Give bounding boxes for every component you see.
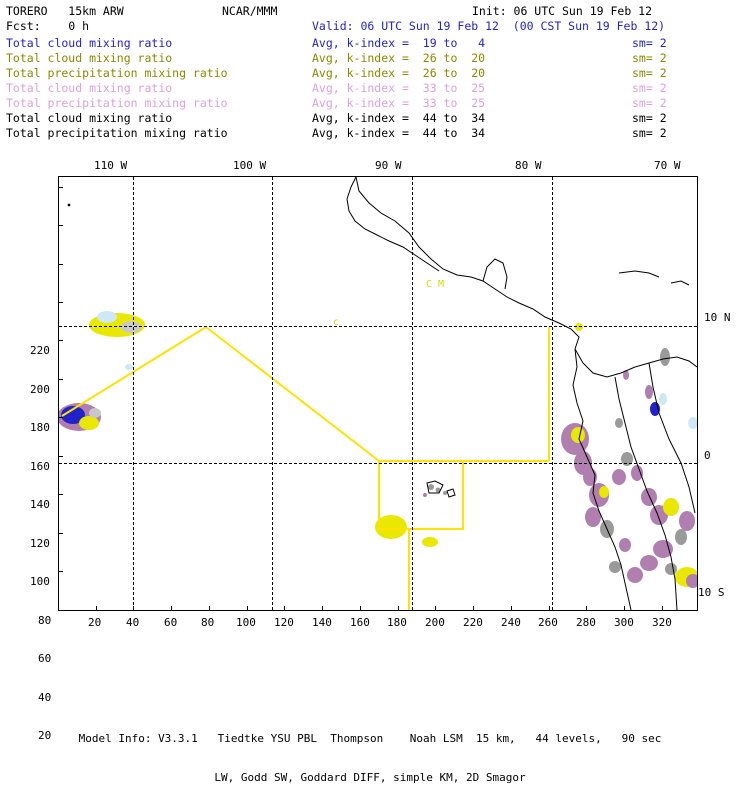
legend-sm-6: sm= 2 [632, 126, 667, 140]
legend-stat-5: Avg, k-index = 44 to 34 [312, 111, 486, 125]
legend-field-0: Total cloud mixing ratio [6, 36, 173, 50]
xtick-160: 160 [350, 616, 370, 629]
dashed-parallel-eq [59, 463, 697, 464]
ytick-160: 160 [30, 460, 50, 473]
nest-box [379, 327, 549, 529]
xtick-140: 140 [312, 616, 332, 629]
legend-field-6: Total precipitation mixing ratio [6, 126, 228, 140]
dashed-meridian-90w [412, 177, 413, 610]
map-frame [58, 176, 698, 611]
dashed-meridian-110w [133, 177, 134, 610]
model-title: TORERO 15km ARW [6, 4, 124, 18]
ytick-180: 180 [30, 421, 50, 434]
legend-sm-0: sm= 2 [632, 36, 667, 50]
legend-sm-5: sm= 2 [632, 111, 667, 125]
xtick-220: 220 [463, 616, 483, 629]
legend-sm-2: sm= 2 [632, 66, 667, 80]
lon-label-90w: 90 W [375, 159, 402, 172]
ytick-220: 220 [30, 344, 50, 357]
ytick-60: 60 [38, 652, 52, 665]
lon-label-70w: 70 W [654, 159, 681, 172]
lon-label-110w: 110 W [94, 159, 128, 172]
legend-field-4: Total precipitation mixing ratio [6, 96, 228, 110]
legend-stat-1: Avg, k-index = 26 to 20 [312, 51, 486, 65]
xtick-120: 120 [274, 616, 294, 629]
ytick-140: 140 [30, 498, 50, 511]
footer-line-1: Model Info: V3.3.1 Tiedtke YSU PBL Thompson Noah LSM 15 km, 44 levels, 90 sec [78, 732, 662, 745]
lon-label-100w: 100 W [233, 159, 267, 172]
fcst-hour: Fcst: 0 h [6, 19, 90, 33]
ytick-100: 100 [30, 575, 50, 588]
annotation-cm: C M [426, 279, 445, 290]
map-canvas [59, 177, 697, 610]
lat-label-10s: 10 S [698, 586, 725, 599]
dashed-meridian-80w [552, 177, 553, 610]
annotation-c: c [333, 317, 340, 328]
xtick-200: 200 [425, 616, 445, 629]
dashed-parallel-10n [59, 326, 697, 327]
legend-sm-1: sm= 2 [632, 51, 667, 65]
center-label: NCAR/MMM [222, 4, 278, 18]
legend-stat-6: Avg, k-index = 44 to 34 [312, 126, 486, 140]
lon-label-80w: 80 W [515, 159, 542, 172]
lat-label-0: 0 [704, 449, 711, 462]
coastlines [347, 177, 697, 610]
legend-sm-3: sm= 2 [632, 81, 667, 95]
xtick-80: 80 [201, 616, 215, 629]
footer-line-2: LW, Godd SW, Goddard DIFF, simple KM, 2D Smagor [214, 771, 526, 784]
ytick-200: 200 [30, 383, 50, 396]
xtick-260: 260 [538, 616, 558, 629]
legend-stat-3: Avg, k-index = 33 to 25 [312, 81, 486, 95]
init-time: Init: 06 UTC Sun 19 Feb 12 [472, 4, 653, 18]
legend-field-2: Total precipitation mixing ratio [6, 66, 228, 80]
ytick-80: 80 [38, 614, 52, 627]
xtick-320: 320 [652, 616, 672, 629]
legend-field-1: Total cloud mixing ratio [6, 51, 173, 65]
xtick-240: 240 [501, 616, 521, 629]
legend-sm-4: sm= 2 [632, 96, 667, 110]
mixing-ratio-field [59, 311, 697, 588]
dot-marker [68, 204, 71, 207]
xtick-280: 280 [576, 616, 596, 629]
header-block [0, 0, 740, 150]
ytick-120: 120 [30, 537, 50, 550]
valid-time: Valid: 06 UTC Sun 19 Feb 12 (00 CST Sun 19 Feb 12) [312, 19, 666, 33]
flight-track [62, 327, 549, 461]
ytick-40: 40 [38, 691, 52, 704]
xtick-180: 180 [387, 616, 407, 629]
legend-stat-2: Avg, k-index = 26 to 20 [312, 66, 486, 80]
legend-stat-4: Avg, k-index = 33 to 25 [312, 96, 486, 110]
xtick-60: 60 [164, 616, 178, 629]
xtick-40: 40 [126, 616, 140, 629]
ytick-20: 20 [38, 729, 52, 742]
legend-field-3: Total cloud mixing ratio [6, 81, 173, 95]
footer-block [0, 706, 740, 797]
xtick-20: 20 [88, 616, 102, 629]
lat-label-10n: 10 N [704, 311, 731, 324]
xtick-100: 100 [236, 616, 256, 629]
dashed-meridian-100w [272, 177, 273, 610]
legend-stat-0: Avg, k-index = 19 to 4 [312, 36, 486, 50]
legend-field-5: Total cloud mixing ratio [6, 111, 173, 125]
xtick-300: 300 [614, 616, 634, 629]
